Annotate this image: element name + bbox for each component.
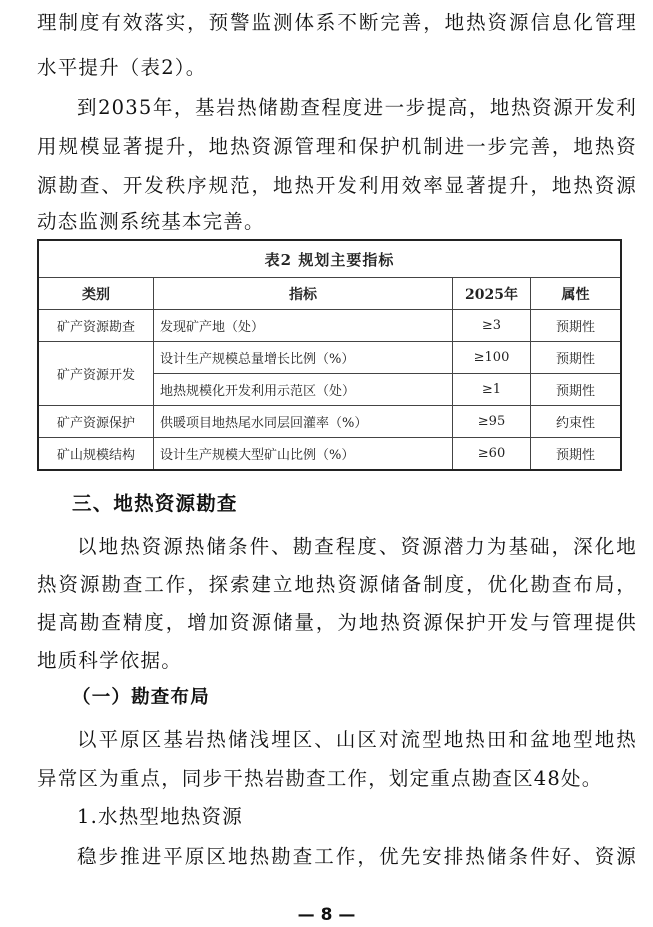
row-value: ≥1 [453, 374, 531, 406]
row-category: 矿产资源保护 [38, 406, 154, 438]
para-2035-line-4: 动态监测系统基本完善。 [37, 210, 265, 233]
table-row [38, 438, 621, 471]
subsection-1-line-1: 以平原区基岩热储浅埋区、山区对流型地热田和盆地型地热 [77, 728, 637, 751]
row-value: ≥100 [453, 342, 531, 374]
row-indicator: 设计生产规模总量增长比例（%） [154, 342, 453, 374]
section-3-line-4: 地质科学依据。 [37, 649, 182, 672]
table-row [38, 342, 621, 374]
header-attribute: 属性 [531, 278, 622, 310]
subsection-1-line-2: 异常区为重点，同步干热岩勘查工作，划定重点勘查区48处。 [37, 767, 603, 790]
table-row [38, 310, 621, 342]
page-number: — 8 — [297, 905, 356, 925]
header-year: 2025年 [453, 278, 531, 310]
table-caption: 表2 规划主要指标 [38, 240, 621, 278]
row-indicator: 地热规模化开发利用示范区（处） [154, 374, 453, 406]
table-row [38, 406, 621, 438]
intro-line-1: 理制度有效落实，预警监测体系不断完善，地热资源信息化管理 [37, 11, 637, 34]
row-category: 矿产资源勘查 [38, 310, 154, 342]
row-attribute: 预期性 [531, 438, 622, 471]
header-indicator: 指标 [154, 278, 453, 310]
intro-line-2: 水平提升（表2）。 [37, 56, 207, 79]
row-indicator: 供暖项目地热尾水同层回灌率（%） [154, 406, 453, 438]
row-indicator: 发现矿产地（处） [154, 310, 453, 342]
row-value: ≥60 [453, 438, 531, 471]
row-attribute: 预期性 [531, 374, 622, 406]
item-1-heading: 1.水热型地热资源 [77, 805, 243, 828]
section-3-line-1: 以地热资源热储条件、勘查程度、资源潜力为基础，深化地 [77, 535, 637, 558]
section-3-heading: 三、地热资源勘查 [72, 492, 238, 515]
row-indicator: 设计生产规模大型矿山比例（%） [154, 438, 453, 471]
para-2035-line-3: 源勘查、开发秩序规范，地热开发利用效率显著提升，地热资源 [37, 174, 637, 197]
para-2035-line-1: 到2035年，基岩热储勘查程度进一步提高，地热资源开发利 [77, 96, 637, 119]
header-category: 类别 [38, 278, 154, 310]
item-1-line-1: 稳步推进平原区地热勘查工作，优先安排热储条件好、资源 [77, 845, 637, 868]
row-value: ≥95 [453, 406, 531, 438]
table-header-row [38, 278, 621, 310]
row-attribute: 约束性 [531, 406, 622, 438]
subsection-1-heading: （一）勘查布局 [72, 687, 210, 708]
row-value: ≥3 [453, 310, 531, 342]
row-category: 矿产资源开发 [38, 342, 154, 406]
para-2035-line-2: 用规模显著提升，地热资源管理和保护机制进一步完善，地热资 [37, 135, 637, 158]
indicator-table [37, 239, 622, 471]
section-3-line-2: 热资源勘查工作，探索建立地热资源储备制度，优化勘查布局， [37, 573, 637, 596]
row-attribute: 预期性 [531, 342, 622, 374]
row-category: 矿山规模结构 [38, 438, 154, 471]
row-attribute: 预期性 [531, 310, 622, 342]
table-caption-row [38, 240, 621, 278]
section-3-line-3: 提高勘查精度，增加资源储量，为地热资源保护开发与管理提供 [37, 611, 637, 634]
